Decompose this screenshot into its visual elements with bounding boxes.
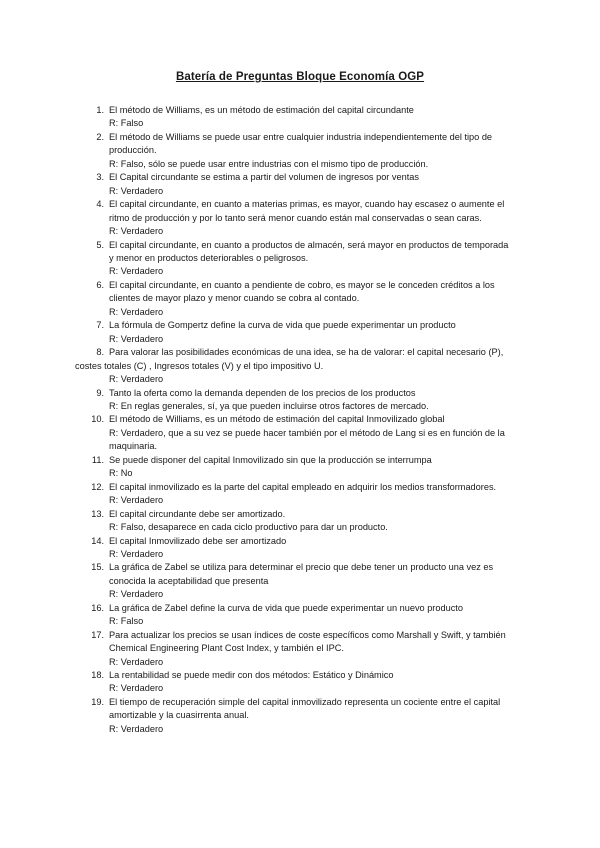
- answer-text: R: Verdadero: [109, 656, 164, 667]
- question-item: [0, 481, 600, 508]
- question-text: La gráfica de Zabel se utiliza para determinar el precio que debe tener un producto una vez es conocida la aceptabilidad que presenta: [109, 562, 494, 586]
- answer-text: R: Falso: [109, 616, 144, 627]
- answer-text: R: Verdadero: [109, 589, 164, 600]
- question-number: 7.: [96, 320, 104, 331]
- question-number: 19.: [91, 696, 104, 707]
- question-item: [0, 171, 600, 198]
- question-text: El capital inmovilizado es la parte del capital empleado en adquirir los medios transformadores.: [109, 481, 497, 492]
- question-number: 10.: [91, 414, 104, 425]
- question-number: 18.: [91, 670, 104, 681]
- answer-text: R: Falso: [109, 118, 144, 129]
- question-text: El capital circundante, en cuanto a materias primas, es mayor, cuando hay escasez o aumente el ritmo de producción y por lo tanto será menor cuando están mal conservadas o sean caras.: [109, 199, 505, 223]
- answer-text: R: Verdadero: [109, 683, 164, 694]
- question-number: 12.: [91, 481, 104, 492]
- question-item: [0, 508, 600, 535]
- answer-text: R: Verdadero: [109, 306, 164, 317]
- question-item: [0, 535, 600, 562]
- question-item: [0, 239, 600, 279]
- answer-text: R: Verdadero: [109, 548, 164, 559]
- question-text: El capital Inmovilizado debe ser amortizado: [109, 535, 287, 546]
- question-text: El método de Williams, es un método de estimación del capital Inmovilizado global: [109, 414, 445, 425]
- question-number: 17.: [91, 629, 104, 640]
- question-item: [0, 413, 600, 453]
- question-item: [0, 104, 600, 131]
- question-number: 11.: [91, 454, 104, 465]
- question-item: [0, 561, 600, 601]
- question-item: [0, 454, 600, 481]
- question-item: [0, 279, 600, 319]
- question-text: El tiempo de recuperación simple del capital inmovilizado representa un cociente entre el capital amortizable y la cuasirrenta anual.: [109, 696, 501, 721]
- question-item: [0, 696, 600, 736]
- question-item: [0, 346, 600, 386]
- question-text: La gráfica de Zabel define la curva de vida que puede experimentar un nuevo producto: [109, 602, 463, 613]
- question-item: [0, 198, 600, 238]
- question-item: [0, 602, 600, 629]
- document-title: Batería de Preguntas Bloque Economía OGP: [175, 71, 425, 83]
- question-text: Tanto la oferta como la demanda dependen de los precios de los productos: [109, 387, 416, 398]
- question-text: El método de Williams, es un método de estimación del capital circundante: [109, 105, 414, 115]
- question-text: El Capital circundante se estima a partir del volumen de ingresos por ventas: [109, 172, 419, 183]
- question-item: [0, 131, 600, 171]
- question-number: 1.: [96, 105, 104, 115]
- question-number: 4.: [96, 199, 104, 210]
- question-item: [0, 319, 600, 346]
- question-text: Se puede disponer del capital Inmovilizado sin que la producción se interrumpa: [109, 454, 432, 465]
- question-number: 9.: [96, 387, 104, 398]
- question-item: [0, 669, 600, 696]
- answer-text: R: Falso, sólo se puede usar entre industrias con el mismo tipo de producción.: [109, 158, 429, 169]
- answer-text: R: Verdadero, que a su vez se puede hacer también por el método de Lang si es en función de la maquinaria.: [109, 427, 505, 452]
- answer-text: R: Verdadero: [109, 723, 164, 734]
- question-item: [0, 629, 600, 669]
- question-text: Para actualizar los precios se usan índices de coste específicos como Marshall y Swift, y también Chemical Engineering Plant Cost Index, y también el IPC.: [109, 629, 506, 654]
- question-text: El capital circundante, en cuanto a pendiente de cobro, es mayor se le conceden créditos a los clientes de mayor plazo y menor cuando se cobra al contado.: [109, 279, 495, 304]
- answer-text: R: Verdadero: [109, 226, 164, 237]
- answer-text: R: Verdadero: [109, 185, 164, 196]
- question-number: 5.: [96, 239, 104, 250]
- answer-text: R: En reglas generales, sí, ya que pueden incluirse otros factores de mercado.: [109, 400, 429, 411]
- question-number: 14.: [91, 535, 104, 546]
- answer-text: R: Verdadero: [109, 333, 164, 344]
- question-text: La fórmula de Gompertz define la curva de vida que puede experimentar un producto: [109, 320, 456, 331]
- question-number: 2.: [96, 131, 104, 142]
- question-text: El capital circundante debe ser amortizado.: [109, 508, 286, 519]
- answer-text: R: No: [109, 468, 133, 479]
- question-item: [0, 387, 600, 414]
- question-number: 16.: [91, 602, 104, 613]
- question-text: El método de Williams se puede usar entre cualquier industria independientemente del tipo de producción.: [109, 131, 493, 156]
- question-list: [0, 104, 600, 736]
- question-number: 3.: [96, 172, 104, 183]
- question-number: 15.: [91, 562, 104, 573]
- question-text: Para valorar las posibilidades económicas de una idea, se ha de valorar: el capital necesario (P), costes totales (C) , Ingresos totales (V) y el tipo impositivo U.: [75, 347, 504, 371]
- answer-text: R: Falso, desaparece en cada ciclo productivo para dar un producto.: [109, 522, 388, 533]
- answer-text: R: Verdadero: [109, 374, 164, 385]
- question-number: 13.: [91, 508, 104, 519]
- answer-text: R: Verdadero: [109, 495, 164, 506]
- answer-text: R: Verdadero: [109, 266, 164, 277]
- question-text: El capital circundante, en cuanto a productos de almacén, será mayor en productos de temporada y menor en productos deteriorables o peligrosos.: [109, 239, 509, 263]
- question-number: 8.: [96, 347, 104, 358]
- question-number: 6.: [96, 279, 104, 290]
- question-text: La rentabilidad se puede medir con dos métodos: Estático y Dinámico: [109, 670, 394, 681]
